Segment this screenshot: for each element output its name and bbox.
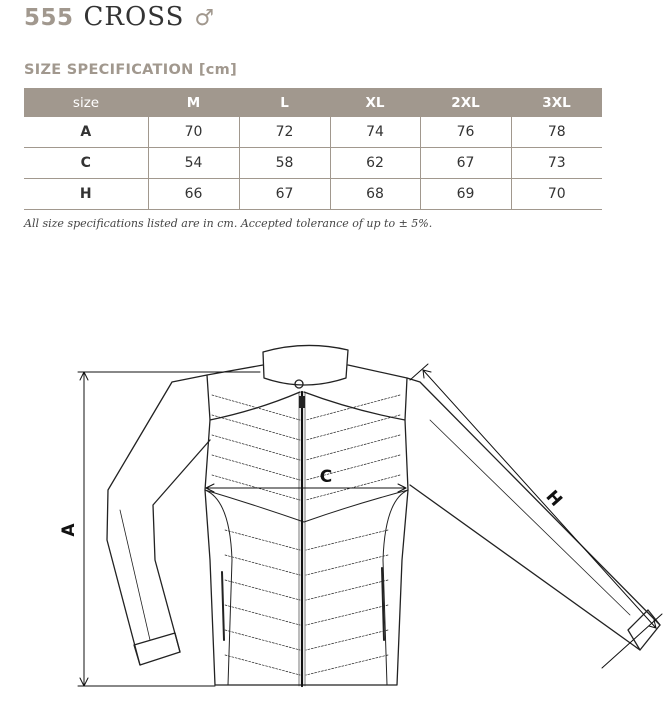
measure-a-line bbox=[78, 372, 260, 686]
jacket-diagram bbox=[0, 330, 665, 707]
table-cell: 67 bbox=[420, 148, 511, 179]
table-cell: 70 bbox=[148, 117, 239, 148]
table-row bbox=[24, 179, 602, 210]
column-header: 2XL bbox=[420, 88, 511, 117]
quilting-lines bbox=[212, 395, 400, 675]
column-header: size bbox=[24, 88, 148, 117]
label-a: A bbox=[59, 523, 79, 537]
row-label: C bbox=[24, 148, 148, 179]
product-title bbox=[24, 2, 214, 38]
column-header: XL bbox=[330, 88, 420, 117]
jacket-sleeve-right bbox=[407, 378, 660, 650]
pocket-left bbox=[222, 572, 224, 640]
jacket-shoulder-right bbox=[304, 365, 407, 420]
tolerance-note: All size specifications listed are in cm. Accepted tolerance of up to ± 5%. bbox=[24, 217, 433, 230]
label-h: H bbox=[541, 486, 566, 511]
table-cell: 68 bbox=[330, 179, 420, 210]
column-header: M bbox=[148, 88, 239, 117]
table-cell: 58 bbox=[239, 148, 330, 179]
table-cell: 66 bbox=[148, 179, 239, 210]
size-spec-heading: SIZE SPECIFICATION [cm] bbox=[24, 62, 238, 78]
column-header: L bbox=[239, 88, 330, 117]
table-cell: 67 bbox=[239, 179, 330, 210]
table-cell: 69 bbox=[420, 179, 511, 210]
label-c: C bbox=[319, 467, 333, 487]
row-label: A bbox=[24, 117, 148, 148]
jacket-collar bbox=[263, 345, 348, 385]
table-cell: 73 bbox=[511, 148, 602, 179]
column-header: 3XL bbox=[511, 88, 602, 117]
model-name: CROSS bbox=[83, 2, 185, 32]
table-header-row bbox=[24, 88, 602, 117]
size-table bbox=[24, 88, 602, 210]
zipper-pull-icon bbox=[299, 396, 305, 408]
table-cell: 62 bbox=[330, 148, 420, 179]
table-cell: 54 bbox=[148, 148, 239, 179]
table-row bbox=[24, 117, 602, 148]
model-number: 555 bbox=[24, 5, 74, 31]
table-cell: 70 bbox=[511, 179, 602, 210]
table-cell: 74 bbox=[330, 117, 420, 148]
measure-c-line bbox=[206, 484, 406, 492]
table-cell: 72 bbox=[239, 117, 330, 148]
row-label: H bbox=[24, 179, 148, 210]
table-cell: 76 bbox=[420, 117, 511, 148]
jacket-shoulder-left bbox=[207, 365, 300, 420]
collar-snap-icon bbox=[295, 380, 303, 388]
table-cell: 78 bbox=[511, 117, 602, 148]
male-icon: ♂ bbox=[194, 6, 215, 31]
sleeve-cuff-left bbox=[134, 633, 180, 665]
table-row bbox=[24, 148, 602, 179]
